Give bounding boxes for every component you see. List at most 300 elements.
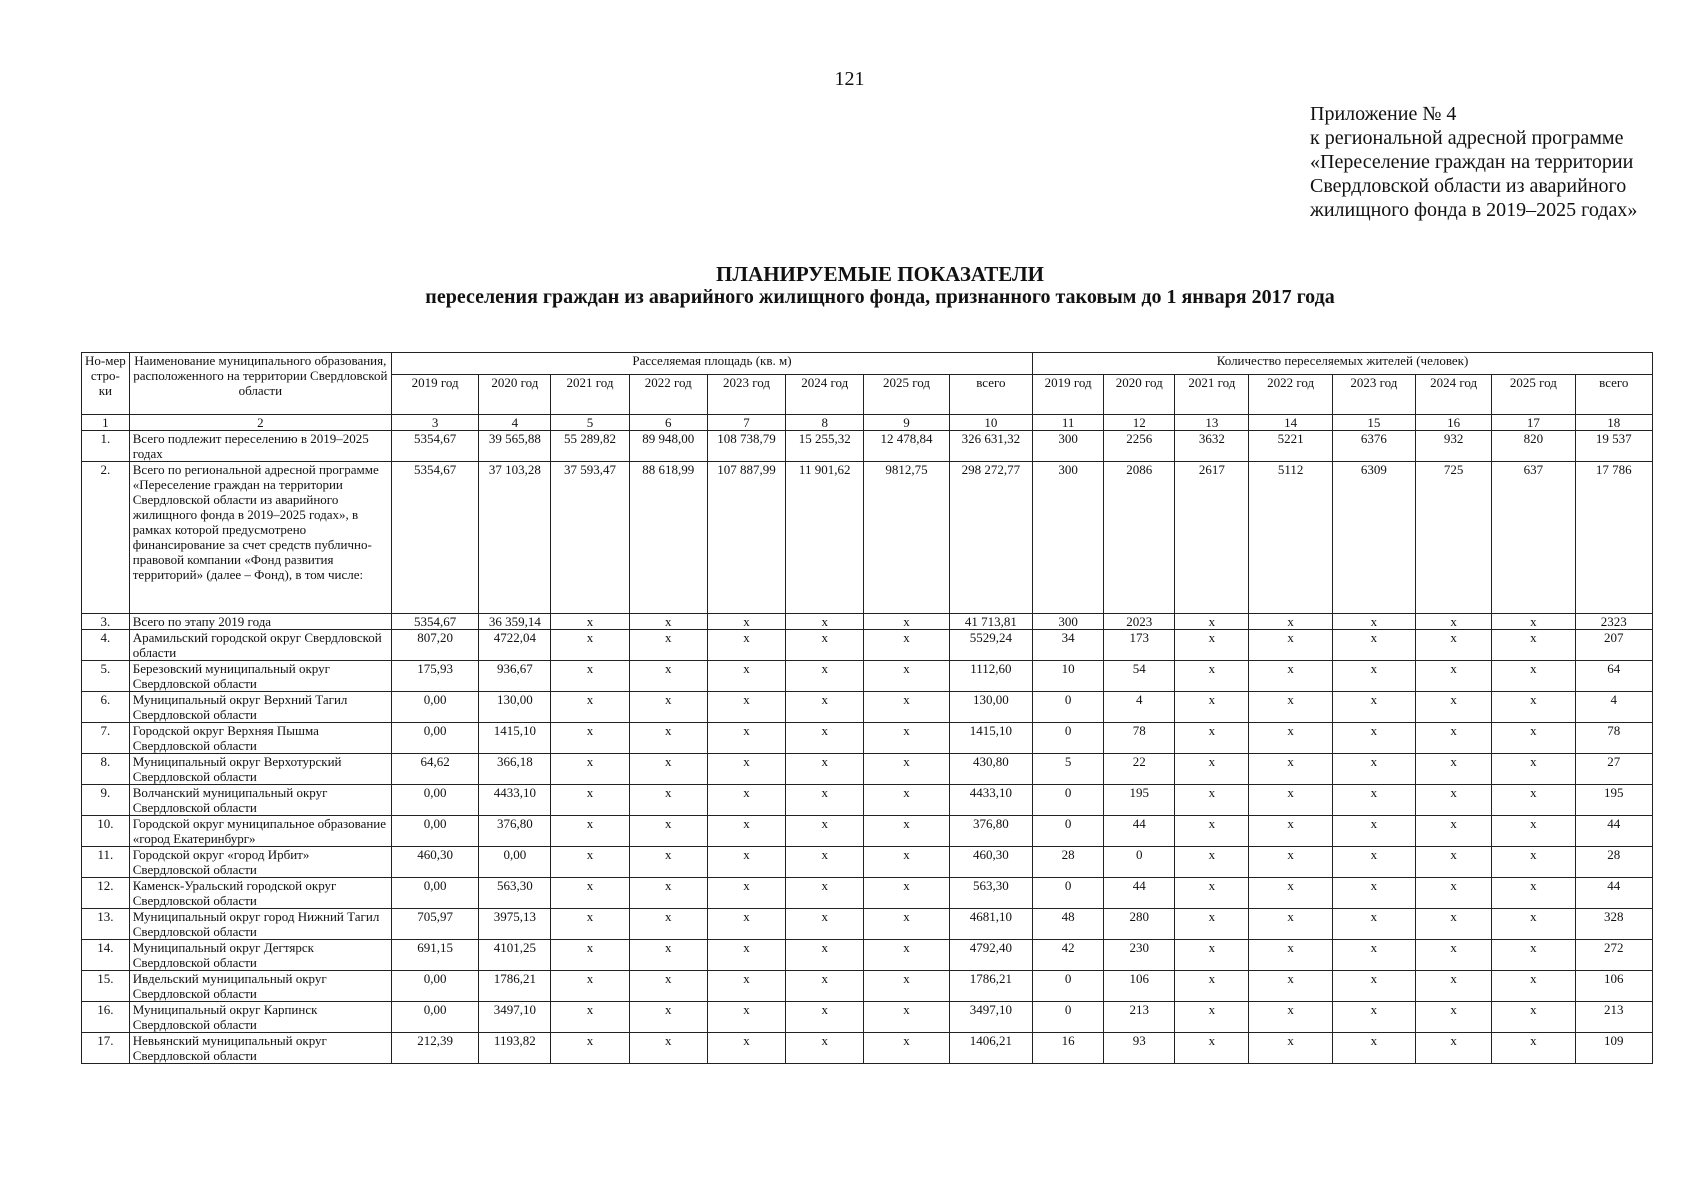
residents-value: 725: [1416, 462, 1492, 614]
header-people-group: Количество переселяемых жителей (человек): [1033, 353, 1653, 375]
residents-value: 0: [1033, 692, 1104, 723]
residents-value: 0: [1033, 785, 1104, 816]
area-value: 41 713,81: [949, 614, 1032, 630]
table-row: [82, 785, 1653, 816]
residents-value: 2256: [1104, 431, 1175, 462]
residents-value: 2086: [1104, 462, 1175, 614]
column-number: 5: [551, 415, 629, 431]
residents-value: 300: [1033, 431, 1104, 462]
residents-value: x: [1492, 878, 1575, 909]
residents-value: 280: [1104, 909, 1175, 940]
column-number: 17: [1492, 415, 1575, 431]
area-value: 1193,82: [479, 1033, 551, 1064]
area-value: x: [864, 614, 949, 630]
table-row: [82, 661, 1653, 692]
residents-value: 17 786: [1575, 462, 1652, 614]
residents-value: x: [1416, 971, 1492, 1002]
area-value: 0,00: [391, 816, 478, 847]
area-value: x: [864, 754, 949, 785]
header-year: 2025 год: [1492, 375, 1575, 415]
municipality-name: Арамильский городской округ Свердловской области: [129, 630, 391, 661]
table-row: [82, 847, 1653, 878]
header-year: 2023 год: [1332, 375, 1415, 415]
area-value: x: [786, 692, 864, 723]
header-name: Наименование муниципального образования, расположенного на территории Свердловской области: [129, 353, 391, 415]
area-value: x: [629, 1002, 707, 1033]
residents-value: x: [1332, 940, 1415, 971]
column-number: 4: [479, 415, 551, 431]
residents-value: x: [1175, 940, 1249, 971]
area-value: 0,00: [391, 1002, 478, 1033]
residents-value: x: [1332, 847, 1415, 878]
residents-value: 300: [1033, 614, 1104, 630]
header-area-group: Расселяемая площадь (кв. м): [391, 353, 1032, 375]
residents-value: 78: [1104, 723, 1175, 754]
area-value: 0,00: [391, 878, 478, 909]
area-value: x: [551, 723, 629, 754]
municipality-name: Волчанский муниципальный округ Свердловской области: [129, 785, 391, 816]
header-year: 2022 год: [1249, 375, 1332, 415]
appendix-line: Свердловской области из аварийного: [1310, 175, 1627, 197]
municipality-name: Муниципальный округ Верхотурский Свердловской области: [129, 754, 391, 785]
indicators-table: [81, 352, 1653, 1064]
column-number: 8: [786, 415, 864, 431]
area-value: 5529,24: [949, 630, 1032, 661]
municipality-name: Каменск-Уральский городской округ Свердловской области: [129, 878, 391, 909]
residents-value: 4: [1104, 692, 1175, 723]
area-value: x: [707, 1033, 785, 1064]
area-value: 563,30: [949, 878, 1032, 909]
residents-value: x: [1416, 940, 1492, 971]
municipality-name: Муниципальный округ Карпинск Свердловской области: [129, 1002, 391, 1033]
column-number: 6: [629, 415, 707, 431]
table-row: [82, 878, 1653, 909]
area-value: x: [707, 723, 785, 754]
residents-value: x: [1332, 754, 1415, 785]
residents-value: x: [1416, 847, 1492, 878]
table-row: [82, 462, 1653, 614]
area-value: x: [864, 1033, 949, 1064]
area-value: 89 948,00: [629, 431, 707, 462]
residents-value: x: [1175, 630, 1249, 661]
residents-value: x: [1249, 971, 1332, 1002]
residents-value: 213: [1104, 1002, 1175, 1033]
area-value: 108 738,79: [707, 431, 785, 462]
area-value: x: [707, 692, 785, 723]
area-value: x: [707, 661, 785, 692]
appendix-line: «Переселение граждан на территории: [1310, 151, 1634, 173]
residents-value: x: [1175, 816, 1249, 847]
row-number: 15.: [82, 971, 130, 1002]
residents-value: x: [1416, 1033, 1492, 1064]
appendix-line: к региональной адресной программе: [1310, 127, 1624, 149]
residents-value: 0: [1033, 971, 1104, 1002]
area-value: 130,00: [949, 692, 1032, 723]
residents-value: x: [1249, 785, 1332, 816]
column-number: 2: [129, 415, 391, 431]
area-value: 36 359,14: [479, 614, 551, 630]
residents-value: 328: [1575, 909, 1652, 940]
residents-value: x: [1492, 940, 1575, 971]
residents-value: 195: [1104, 785, 1175, 816]
header-year: 2020 год: [1104, 375, 1175, 415]
area-value: 15 255,32: [786, 431, 864, 462]
residents-value: x: [1416, 909, 1492, 940]
table-row: [82, 692, 1653, 723]
municipality-name: Всего по этапу 2019 года: [129, 614, 391, 630]
residents-value: x: [1249, 909, 1332, 940]
area-value: x: [551, 1033, 629, 1064]
document-subtitle: переселения граждан из аварийного жилищного фонда, признанного таковым до 1 января 2017 года: [425, 286, 1335, 308]
area-value: 376,80: [479, 816, 551, 847]
area-value: x: [707, 847, 785, 878]
area-value: x: [629, 723, 707, 754]
residents-value: x: [1416, 630, 1492, 661]
area-value: x: [786, 816, 864, 847]
municipality-name: Березовский муниципальный округ Свердловской области: [129, 661, 391, 692]
column-number: 11: [1033, 415, 1104, 431]
residents-value: x: [1175, 723, 1249, 754]
area-value: x: [864, 971, 949, 1002]
area-value: x: [551, 661, 629, 692]
column-number: 14: [1249, 415, 1332, 431]
area-value: 563,30: [479, 878, 551, 909]
area-value: x: [551, 630, 629, 661]
area-value: x: [629, 754, 707, 785]
area-value: x: [707, 1002, 785, 1033]
table-row: [82, 971, 1653, 1002]
area-value: x: [786, 723, 864, 754]
table-row: [82, 723, 1653, 754]
residents-value: 0: [1033, 1002, 1104, 1033]
residents-value: 6376: [1332, 431, 1415, 462]
residents-value: x: [1249, 1002, 1332, 1033]
area-value: x: [707, 614, 785, 630]
area-value: x: [629, 661, 707, 692]
row-number: 11.: [82, 847, 130, 878]
residents-value: x: [1416, 692, 1492, 723]
area-value: x: [786, 614, 864, 630]
area-value: x: [864, 1002, 949, 1033]
area-value: x: [786, 754, 864, 785]
municipality-name: Городской округ «город Ирбит» Свердловской области: [129, 847, 391, 878]
residents-value: 106: [1575, 971, 1652, 1002]
area-value: x: [864, 630, 949, 661]
area-value: 1112,60: [949, 661, 1032, 692]
residents-value: x: [1249, 723, 1332, 754]
area-value: x: [551, 1002, 629, 1033]
area-value: 366,18: [479, 754, 551, 785]
residents-value: 5: [1033, 754, 1104, 785]
residents-value: 64: [1575, 661, 1652, 692]
table-row: [82, 909, 1653, 940]
residents-value: x: [1416, 878, 1492, 909]
residents-value: x: [1249, 878, 1332, 909]
residents-value: 6309: [1332, 462, 1415, 614]
area-value: 5354,67: [391, 614, 478, 630]
area-value: 460,30: [391, 847, 478, 878]
area-value: x: [551, 909, 629, 940]
area-value: x: [551, 847, 629, 878]
residents-value: 5112: [1249, 462, 1332, 614]
area-value: x: [864, 785, 949, 816]
area-value: x: [864, 878, 949, 909]
residents-value: 106: [1104, 971, 1175, 1002]
area-value: 88 618,99: [629, 462, 707, 614]
residents-value: x: [1175, 1002, 1249, 1033]
area-value: x: [864, 847, 949, 878]
row-number: 16.: [82, 1002, 130, 1033]
area-value: x: [786, 878, 864, 909]
area-value: x: [864, 692, 949, 723]
header-year: 2023 год: [707, 375, 785, 415]
residents-value: x: [1332, 816, 1415, 847]
residents-value: x: [1249, 661, 1332, 692]
municipality-name: Всего по региональной адресной программе «Переселение граждан на территории Свердловской области из аварийного жилищного фонда в 2019–2025 годах», в рамках которой предусмотрено финансирование за счет средств публично-правовой компании «Фонд развития территорий» (далее – Фонд), в том числе:: [129, 462, 391, 614]
header-year: 2025 год: [864, 375, 949, 415]
row-number: 1.: [82, 431, 130, 462]
area-value: x: [786, 1033, 864, 1064]
residents-value: x: [1249, 816, 1332, 847]
residents-value: 230: [1104, 940, 1175, 971]
row-number: 5.: [82, 661, 130, 692]
area-value: 3497,10: [949, 1002, 1032, 1033]
residents-value: 19 537: [1575, 431, 1652, 462]
appendix-line: жилищного фонда в 2019–2025 годах»: [1310, 199, 1638, 221]
municipality-name: Городской округ Верхняя Пышма Свердловской области: [129, 723, 391, 754]
table-row: [82, 1002, 1653, 1033]
residents-value: 2617: [1175, 462, 1249, 614]
residents-value: 2023: [1104, 614, 1175, 630]
residents-value: x: [1175, 785, 1249, 816]
residents-value: x: [1492, 614, 1575, 630]
header-year: 2024 год: [786, 375, 864, 415]
residents-value: 637: [1492, 462, 1575, 614]
residents-value: x: [1332, 614, 1415, 630]
header-rownum: Но-мер стро-ки: [82, 353, 130, 415]
area-value: x: [629, 692, 707, 723]
residents-value: x: [1492, 1002, 1575, 1033]
header-year: 2021 год: [1175, 375, 1249, 415]
header-year: 2021 год: [551, 375, 629, 415]
area-value: 691,15: [391, 940, 478, 971]
row-number: 10.: [82, 816, 130, 847]
area-value: x: [629, 909, 707, 940]
table-row: [82, 940, 1653, 971]
area-value: x: [629, 1033, 707, 1064]
area-value: x: [786, 1002, 864, 1033]
area-value: 1415,10: [949, 723, 1032, 754]
row-number: 3.: [82, 614, 130, 630]
residents-value: x: [1492, 754, 1575, 785]
area-value: x: [551, 971, 629, 1002]
area-value: x: [786, 847, 864, 878]
municipality-name: Муниципальный округ Верхний Тагил Свердловской области: [129, 692, 391, 723]
residents-value: 4: [1575, 692, 1652, 723]
area-value: x: [707, 940, 785, 971]
residents-value: x: [1492, 661, 1575, 692]
residents-value: 173: [1104, 630, 1175, 661]
residents-value: 44: [1104, 878, 1175, 909]
residents-value: 0: [1033, 723, 1104, 754]
residents-value: 42: [1033, 940, 1104, 971]
residents-value: x: [1175, 661, 1249, 692]
area-value: x: [786, 971, 864, 1002]
area-value: x: [707, 816, 785, 847]
residents-value: 16: [1033, 1033, 1104, 1064]
residents-value: 207: [1575, 630, 1652, 661]
residents-value: 34: [1033, 630, 1104, 661]
residents-value: 109: [1575, 1033, 1652, 1064]
area-value: 37 593,47: [551, 462, 629, 614]
area-value: x: [864, 909, 949, 940]
area-value: x: [629, 940, 707, 971]
header-year: 2019 год: [1033, 375, 1104, 415]
area-value: x: [786, 661, 864, 692]
residents-value: x: [1492, 971, 1575, 1002]
area-value: x: [551, 785, 629, 816]
residents-value: x: [1492, 630, 1575, 661]
residents-value: x: [1332, 785, 1415, 816]
area-value: x: [551, 816, 629, 847]
area-value: 4433,10: [479, 785, 551, 816]
residents-value: 0: [1033, 878, 1104, 909]
residents-value: x: [1175, 614, 1249, 630]
area-value: x: [551, 692, 629, 723]
residents-value: x: [1332, 909, 1415, 940]
area-value: x: [629, 847, 707, 878]
row-number: 6.: [82, 692, 130, 723]
municipality-name: Ивдельский муниципальный округ Свердловской области: [129, 971, 391, 1002]
area-value: 4792,40: [949, 940, 1032, 971]
residents-value: x: [1249, 630, 1332, 661]
area-value: 5354,67: [391, 431, 478, 462]
residents-value: 27: [1575, 754, 1652, 785]
residents-value: x: [1175, 692, 1249, 723]
area-value: x: [786, 909, 864, 940]
area-value: x: [707, 909, 785, 940]
residents-value: x: [1249, 940, 1332, 971]
area-value: x: [786, 630, 864, 661]
area-value: 212,39: [391, 1033, 478, 1064]
area-value: x: [629, 614, 707, 630]
municipality-name: Всего подлежит переселению в 2019–2025 годах: [129, 431, 391, 462]
column-number: 16: [1416, 415, 1492, 431]
area-value: x: [707, 785, 785, 816]
residents-value: x: [1416, 754, 1492, 785]
residents-value: x: [1175, 878, 1249, 909]
area-value: x: [551, 940, 629, 971]
municipality-name: Городской округ муниципальное образование «город Екатеринбург»: [129, 816, 391, 847]
residents-value: x: [1416, 661, 1492, 692]
area-value: 39 565,88: [479, 431, 551, 462]
area-value: 12 478,84: [864, 431, 949, 462]
area-value: x: [551, 614, 629, 630]
area-value: 37 103,28: [479, 462, 551, 614]
area-value: 460,30: [949, 847, 1032, 878]
residents-value: x: [1492, 816, 1575, 847]
row-number: 13.: [82, 909, 130, 940]
residents-value: x: [1332, 878, 1415, 909]
area-value: x: [864, 816, 949, 847]
residents-value: x: [1175, 847, 1249, 878]
header-total: всего: [949, 375, 1032, 415]
row-number: 14.: [82, 940, 130, 971]
row-number: 7.: [82, 723, 130, 754]
area-value: 0,00: [479, 847, 551, 878]
area-value: x: [707, 630, 785, 661]
residents-value: x: [1175, 1033, 1249, 1064]
area-value: 936,67: [479, 661, 551, 692]
column-number: 15: [1332, 415, 1415, 431]
area-value: 430,80: [949, 754, 1032, 785]
residents-value: 54: [1104, 661, 1175, 692]
area-value: 55 289,82: [551, 431, 629, 462]
residents-value: 2323: [1575, 614, 1652, 630]
header-year: 2022 год: [629, 375, 707, 415]
area-value: 4101,25: [479, 940, 551, 971]
residents-value: 44: [1575, 816, 1652, 847]
residents-value: x: [1492, 1033, 1575, 1064]
area-value: 175,93: [391, 661, 478, 692]
appendix-block: [1310, 102, 1637, 222]
row-number: 9.: [82, 785, 130, 816]
area-value: 64,62: [391, 754, 478, 785]
residents-value: 213: [1575, 1002, 1652, 1033]
residents-value: 22: [1104, 754, 1175, 785]
area-value: 705,97: [391, 909, 478, 940]
area-value: 4722,04: [479, 630, 551, 661]
area-value: x: [864, 940, 949, 971]
residents-value: x: [1332, 1002, 1415, 1033]
table-body: [82, 431, 1653, 1064]
column-number: 1: [82, 415, 130, 431]
row-number: 2.: [82, 462, 130, 614]
area-value: x: [629, 630, 707, 661]
residents-value: 44: [1575, 878, 1652, 909]
header-year: 2019 год: [391, 375, 478, 415]
area-value: x: [629, 878, 707, 909]
column-number: 10: [949, 415, 1032, 431]
row-number: 4.: [82, 630, 130, 661]
area-value: 1786,21: [949, 971, 1032, 1002]
residents-value: 272: [1575, 940, 1652, 971]
header-total: всего: [1575, 375, 1652, 415]
residents-value: x: [1249, 1033, 1332, 1064]
area-value: x: [551, 878, 629, 909]
area-value: 107 887,99: [707, 462, 785, 614]
appendix-line: Приложение № 4: [1310, 103, 1457, 125]
column-number: 9: [864, 415, 949, 431]
page-number: 121: [834, 68, 865, 90]
column-number: 18: [1575, 415, 1652, 431]
residents-value: x: [1416, 816, 1492, 847]
area-value: x: [551, 754, 629, 785]
table-row: [82, 1033, 1653, 1064]
document-title: ПЛАНИРУЕМЫЕ ПОКАЗАТЕЛИ: [716, 262, 1044, 286]
residents-value: 28: [1033, 847, 1104, 878]
residents-value: 195: [1575, 785, 1652, 816]
residents-value: x: [1249, 847, 1332, 878]
residents-value: x: [1416, 614, 1492, 630]
residents-value: x: [1416, 1002, 1492, 1033]
area-value: x: [707, 754, 785, 785]
residents-value: x: [1249, 692, 1332, 723]
residents-value: x: [1416, 785, 1492, 816]
row-number: 12.: [82, 878, 130, 909]
area-value: 1786,21: [479, 971, 551, 1002]
residents-value: 48: [1033, 909, 1104, 940]
